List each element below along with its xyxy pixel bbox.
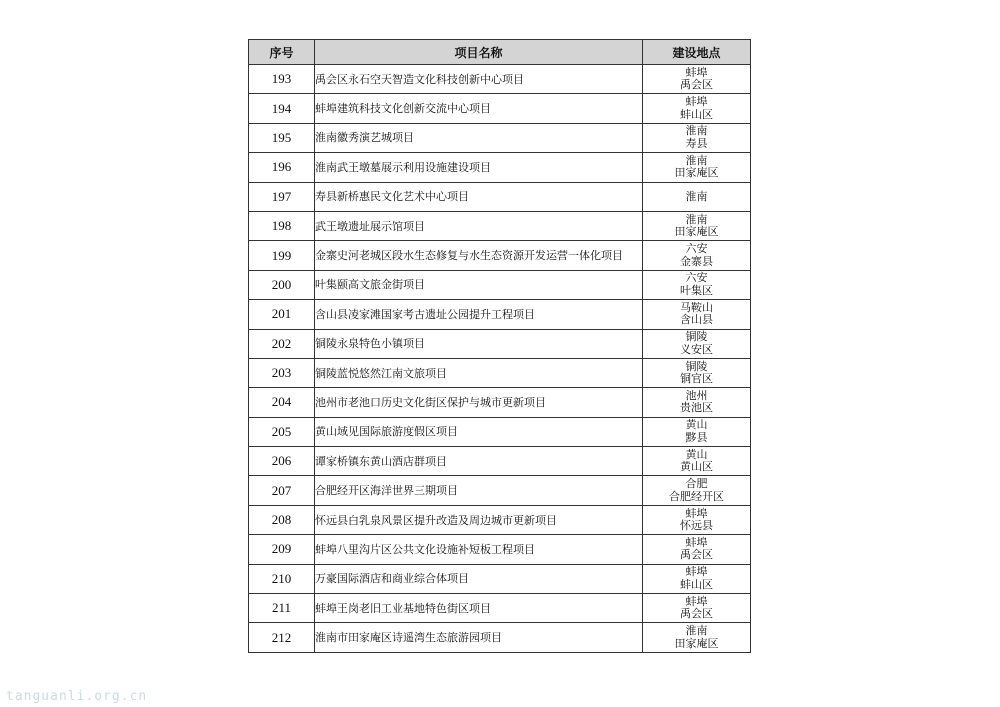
location-district: 合肥经开区 (669, 489, 724, 503)
row-project-name: 禹会区永石空天智造文化科技创新中心项目 (315, 65, 643, 94)
location-district: 田家庵区 (674, 636, 719, 650)
location-city: 蚌埠 (685, 95, 708, 109)
row-project-name: 武王墩遗址展示馆项目 (315, 211, 643, 240)
row-serial-number: 202 (249, 329, 315, 358)
location-district: 含山县 (680, 313, 713, 327)
row-project-name: 合肥经开区海洋世界三期项目 (315, 476, 643, 505)
location-city: 蚌埠 (685, 594, 708, 608)
row-project-name: 蚌埠王岗老旧工业基地特色街区项目 (315, 594, 643, 623)
row-project-name: 蚌埠八里沟片区公共文化设施补短板工程项目 (315, 535, 643, 564)
row-project-name: 池州市老池口历史文化街区保护与城市更新项目 (315, 388, 643, 417)
location-city: 铜陵 (685, 359, 708, 373)
table-row (249, 447, 751, 476)
row-serial-number: 204 (249, 388, 315, 417)
location-city: 黄山 (685, 447, 708, 461)
location-city: 六安 (685, 242, 708, 256)
row-location (643, 153, 751, 182)
location-city: 蚌埠 (685, 565, 708, 579)
row-serial-number: 198 (249, 211, 315, 240)
row-location (643, 505, 751, 534)
row-project-name: 叶集颐高文旅金街项目 (315, 270, 643, 299)
row-project-name: 寿县新桥惠民文化艺术中心项目 (315, 182, 643, 211)
location-district: 金寨县 (680, 254, 713, 268)
row-location (643, 623, 751, 652)
location-district: 黟县 (685, 430, 708, 444)
location-district: 田家庵区 (674, 166, 719, 180)
header-row (249, 40, 751, 65)
location-city: 马鞍山 (680, 300, 713, 314)
header-location: 建设地点 (643, 40, 751, 65)
row-location (643, 182, 751, 211)
row-serial-number: 210 (249, 564, 315, 593)
location-district: 禹会区 (680, 607, 713, 621)
location-city: 黄山 (685, 418, 708, 432)
row-location (643, 241, 751, 270)
row-location (643, 535, 751, 564)
location-city: 池州 (685, 388, 708, 402)
row-serial-number: 211 (249, 594, 315, 623)
row-location (643, 329, 751, 358)
row-serial-number: 208 (249, 505, 315, 534)
location-city: 蚌埠 (685, 535, 708, 549)
row-serial-number: 203 (249, 358, 315, 387)
location-district: 寿县 (685, 136, 708, 150)
row-location (643, 417, 751, 446)
location-city: 淮南 (685, 624, 708, 638)
table-row (249, 211, 751, 240)
table-row (249, 270, 751, 299)
row-project-name: 谭家桥镇东黄山酒店群项目 (315, 447, 643, 476)
row-serial-number: 212 (249, 623, 315, 652)
row-project-name: 含山县凌家滩国家考古遗址公园提升工程项目 (315, 300, 643, 329)
table-body (249, 65, 751, 653)
location-city: 蚌埠 (685, 506, 708, 520)
row-serial-number: 205 (249, 417, 315, 446)
row-serial-number: 194 (249, 94, 315, 123)
row-project-name: 淮南市田家庵区诗遥湾生态旅游园项目 (315, 623, 643, 652)
row-location (643, 123, 751, 152)
row-serial-number: 201 (249, 300, 315, 329)
table-row (249, 564, 751, 593)
row-location (643, 476, 751, 505)
location-city: 淮南 (685, 189, 708, 203)
row-project-name: 铜陵蓝悦悠然江南文旅项目 (315, 358, 643, 387)
row-location (643, 564, 751, 593)
table-row (249, 329, 751, 358)
row-project-name: 蚌埠建筑科技文化创新交流中心项目 (315, 94, 643, 123)
row-serial-number: 199 (249, 241, 315, 270)
table-row (249, 476, 751, 505)
row-location (643, 94, 751, 123)
row-location (643, 211, 751, 240)
row-serial-number: 193 (249, 65, 315, 94)
location-city: 六安 (685, 271, 708, 285)
header-project-name: 项目名称 (315, 40, 643, 65)
row-location (643, 358, 751, 387)
row-location (643, 270, 751, 299)
row-project-name: 万豪国际酒店和商业综合体项目 (315, 564, 643, 593)
location-district: 黄山区 (680, 460, 713, 474)
location-district: 蚌山区 (680, 577, 713, 591)
row-serial-number: 200 (249, 270, 315, 299)
table-row (249, 388, 751, 417)
location-district: 蚌山区 (680, 107, 713, 121)
row-location (643, 300, 751, 329)
location-city: 淮南 (685, 153, 708, 167)
row-serial-number: 197 (249, 182, 315, 211)
project-table (248, 39, 751, 653)
location-city: 蚌埠 (685, 65, 708, 79)
row-location (643, 447, 751, 476)
location-district: 义安区 (680, 342, 713, 356)
table-header (249, 40, 751, 65)
location-district: 怀远县 (680, 519, 713, 533)
table-row (249, 94, 751, 123)
location-district: 禹会区 (680, 548, 713, 562)
location-district: 铜官区 (680, 372, 713, 386)
location-city: 淮南 (685, 212, 708, 226)
row-location (643, 65, 751, 94)
table-row (249, 505, 751, 534)
row-project-name: 黄山域见国际旅游度假区项目 (315, 417, 643, 446)
location-district: 田家庵区 (674, 225, 719, 239)
row-project-name: 铜陵永泉特色小镇项目 (315, 329, 643, 358)
row-project-name: 怀远县白乳泉风景区提升改造及周边城市更新项目 (315, 505, 643, 534)
header-serial-number: 序号 (249, 40, 315, 65)
table-row (249, 65, 751, 94)
table-row (249, 594, 751, 623)
location-district: 禹会区 (680, 78, 713, 92)
table-row (249, 358, 751, 387)
location-city: 淮南 (685, 124, 708, 138)
table-row (249, 300, 751, 329)
table-row (249, 153, 751, 182)
location-city: 合肥 (685, 477, 708, 491)
row-project-name: 淮南武王墩墓展示利用设施建设项目 (315, 153, 643, 182)
location-district: 贵池区 (680, 401, 713, 415)
location-city: 铜陵 (685, 330, 708, 344)
location-district: 叶集区 (680, 283, 713, 297)
row-project-name: 淮南徽秀演艺城项目 (315, 123, 643, 152)
table-row (249, 417, 751, 446)
table-row (249, 535, 751, 564)
table-row (249, 241, 751, 270)
row-serial-number: 209 (249, 535, 315, 564)
row-location (643, 594, 751, 623)
table-row (249, 623, 751, 652)
table-row (249, 182, 751, 211)
table-row (249, 123, 751, 152)
row-serial-number: 196 (249, 153, 315, 182)
row-serial-number: 206 (249, 447, 315, 476)
row-location (643, 388, 751, 417)
row-serial-number: 207 (249, 476, 315, 505)
row-project-name: 金寨史河老城区段水生态修复与水生态资源开发运营一体化项目 (315, 241, 643, 270)
row-serial-number: 195 (249, 123, 315, 152)
watermark: tanguanli.org.cn (6, 689, 148, 704)
